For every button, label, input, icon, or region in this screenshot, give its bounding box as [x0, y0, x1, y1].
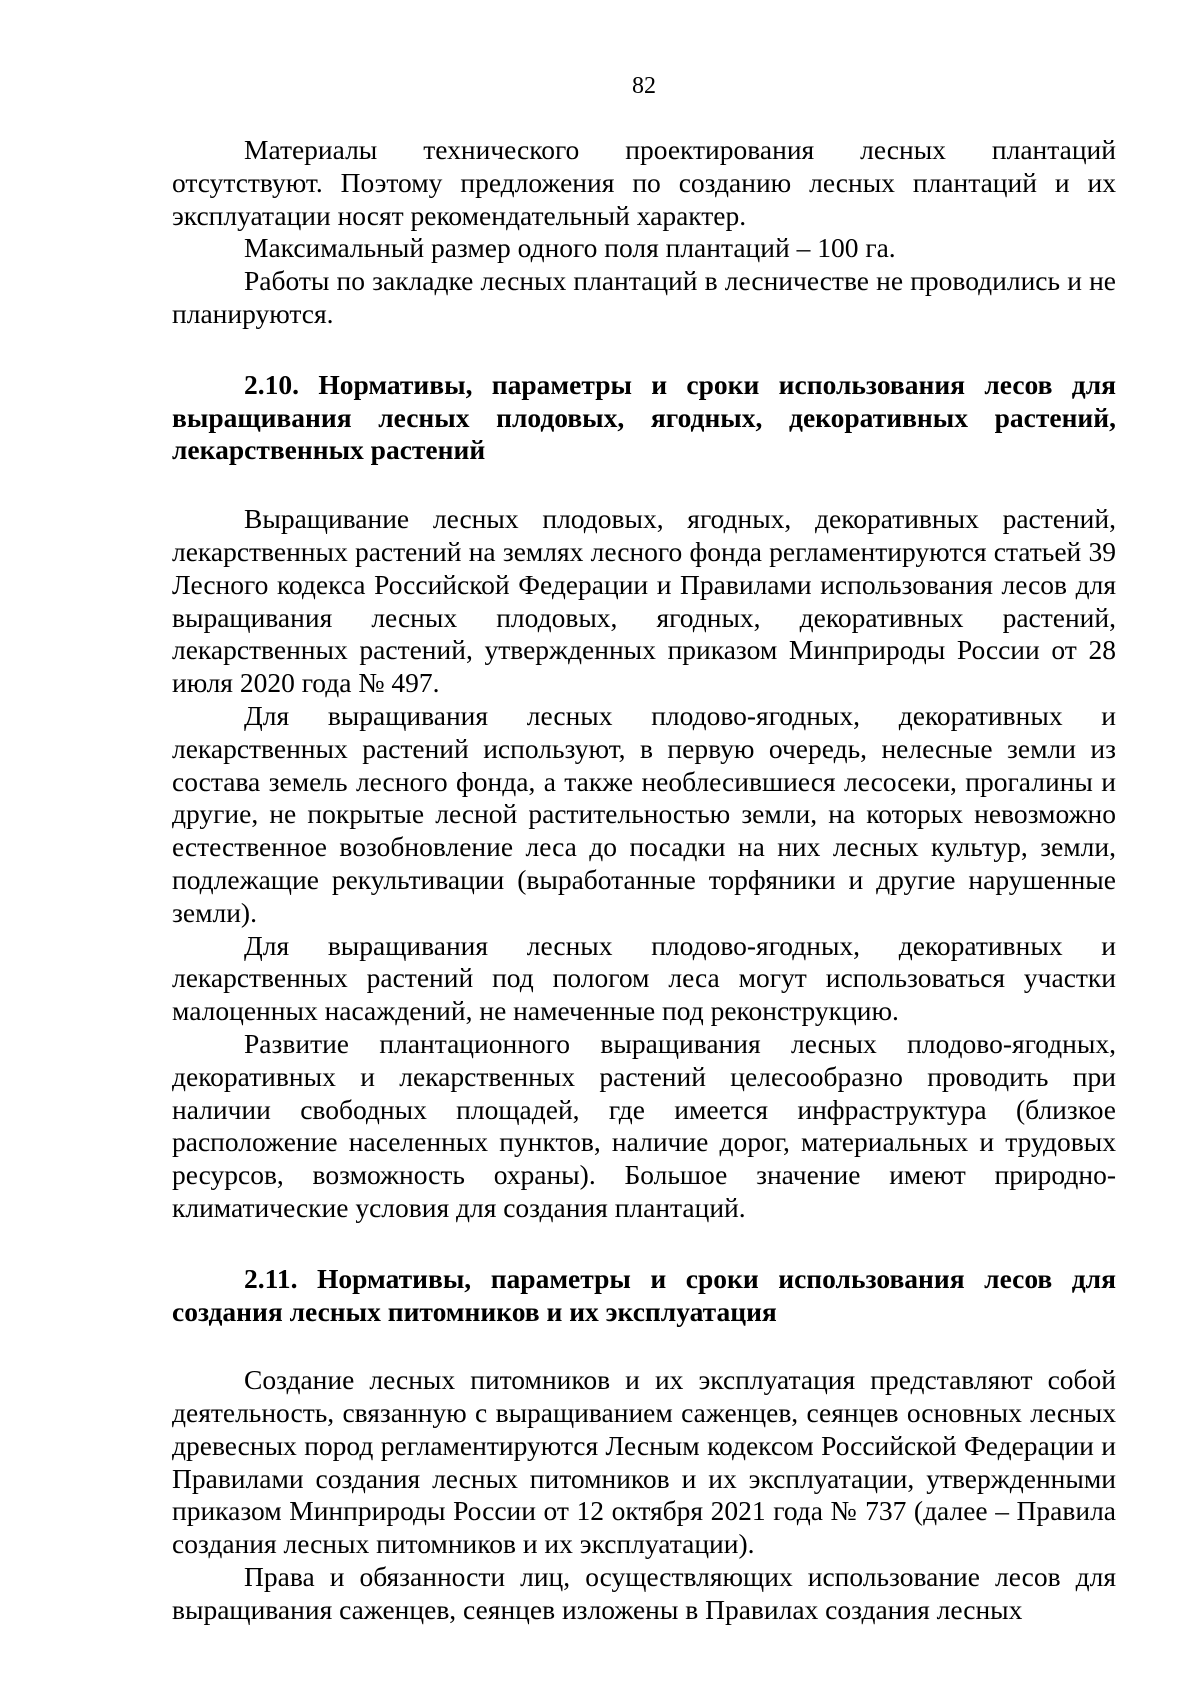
paragraph: Работы по закладке лесных плантаций в лесничестве не проводились и не планируются.: [172, 265, 1116, 329]
paragraph: Для выращивания лесных плодово-ягодных, декоративных и лекарственных растений под пологом леса могут использоваться участки малоценных насаждений, не намеченные под реконструкцию.: [172, 929, 1116, 1027]
paragraph: Для выращивания лесных плодово-ягодных, декоративных и лекарственных растений используют, в первую очередь, нелесные земли из состава земель лесного фонда, а также необлесившиеся лесосеки, прогалины и другие, не покрытые лесной растительностью земли, на которых невозможно естественное возобновление леса до посадки на них лесных культур, земли, подлежащие рекультивации (выработанные торфяники и другие нарушенные земли).: [172, 699, 1116, 928]
spacer: [172, 467, 1116, 503]
section-heading-2-11: 2.11. Нормативы, параметры и сроки использования лесов для создания лесных питомников и их эксплуатация: [172, 1262, 1116, 1327]
section-heading-2-10: 2.10. Нормативы, параметры и сроки использования лесов для выращивания лесных плодовых, ягодных, декоративных растений, лекарственных растений: [172, 368, 1116, 466]
paragraph: Развитие плантационного выращивания лесных плодово-ягодных, декоративных и лекарственных растений целесообразно проводить при наличии свободных площадей, где имеется инфраструктура (близкое расположение населенных пунктов, наличие дорог, материальных и трудовых ресурсов, возможность охраны). Большое значение имеют природно-климатические условия для создания плантаций.: [172, 1027, 1116, 1223]
paragraph: Выращивание лесных плодовых, ягодных, декоративных растений, лекарственных растений на землях лесного фонда регламентируются статьей 39 Лесного кодекса Российской Федерации и Правилами использования лесов для выращивания лесных плодовых, ягодных, декоративных растений, лекарственных растений, утвержденных приказом Минприроды России от 28 июля 2020 года № 497.: [172, 503, 1116, 699]
spacer: [172, 1225, 1116, 1263]
document-body: [172, 134, 1116, 1627]
paragraph: Права и обязанности лиц, осуществляющих использование лесов для выращивания саженцев, сеянцев изложены в Правилах создания лесных: [172, 1561, 1116, 1625]
page-number: 82: [632, 73, 656, 99]
paragraph: Максимальный размер одного поля плантаций – 100 га.: [244, 232, 896, 264]
spacer: [172, 331, 1116, 369]
spacer: [172, 1328, 1116, 1364]
paragraph: Создание лесных питомников и их эксплуатация представляют собой деятельность, связанную с выращиванием саженцев, сеянцев основных лесных древесных пород регламентируются Лесным кодексом Российской Федерации и Правилами создания лесных питомников и их эксплуатации, утвержденными приказом Минприроды России от 12 октября 2021 года № 737 (далее – Правила создания лесных питомников и их эксплуатации).: [172, 1364, 1116, 1560]
paragraph: Материалы технического проектирования лесных плантаций отсутствуют. Поэтому предложения по созданию лесных плантаций и их эксплуатации носят рекомендательный характер.: [172, 134, 1116, 231]
